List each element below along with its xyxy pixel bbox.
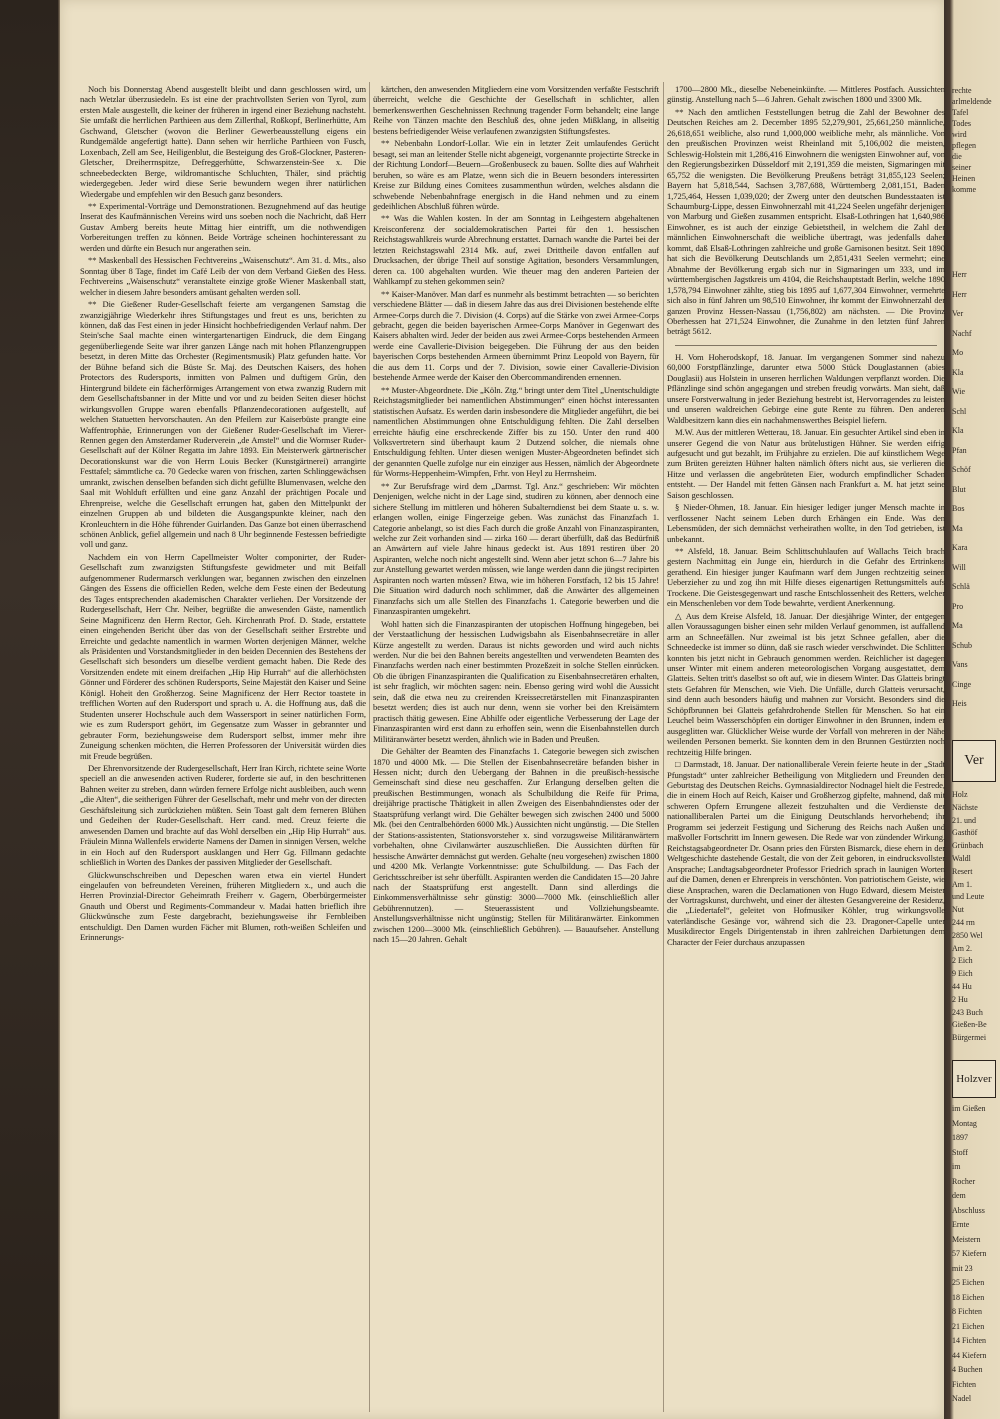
adjacent-page-fragment: 2850 Wel (952, 930, 983, 940)
adjacent-page-fragment: und Leute (952, 892, 985, 902)
adjacent-page-fragment: mit 23 (952, 1263, 973, 1273)
adjacent-page-fragment: 14 Fichten (952, 1336, 986, 1345)
adjacent-page-fragment: dem (952, 1191, 966, 1200)
adjacent-page-fragment: 1897 (952, 1133, 968, 1142)
adjacent-page-fragment: Waldl (952, 854, 971, 863)
adjacent-page-fragment: 2 Eich (952, 956, 973, 966)
adjacent-page-fragment: wird (952, 130, 967, 139)
adjacent-page-fragment: Rocher (952, 1176, 976, 1186)
adjacent-page-fragment: Am 1. (952, 879, 972, 889)
col1-paragraph-4: ** Die Gießener Ruder-Gesellschaft feierte am vergangenen Samstag die zwanzigjährige Wiederkehr ihres Stiftungstages und freut es uns, berichten zu können, daß das Fest einen in jeder Hinsicht hochbefriedigenden Verlauf nahm. Der Stein'sche Saal machte einen wintergartenartigen Eindruck, die dem Eingang gegenüberliegende Seite war ihrer ganzen Länge nach mit hohen Pflanzengruppen besetzt, in deren Mitte das Orchester (Regimentsmusik) Platz gefunden hatte. Vor der Bühne befand sich die Büste Sr. Maj. des Deutschen Kaisers, des hohen Protectors des Rudersports, inmitten von Palmen und duftigem Grün, den Hintergrund bildete ein fächerförmiges Arrangement von etwa zwanzig Rudern mit dem Gesellschaftsbanner in der Mitte und vor und zu beiden Seiten dieser höchst wirkungsvollen Gruppe waren ebenfalls Pflanzendecorationen aufgestellt, auf welchen Statuetten hervorschauten. An den Pfeilern zur Kaiserbüste prangte eine Waffentrophäe, Erinnerungen von der Gießener Ruder-Gesellschaft im Vierer-Rennen gegen den Amsterdamer Ruderverein „de Amstel“ und die Wormser Ruder-Gesellschaft auf der Kölner Regatta im Jahre 1893. Ein Meisterwerk gärtnerischer Decorationskunst war die von Herrn Louis Becker (Kunstgärtnerei) arrangirte Festtafel; sämmtliche ca. 70 Gedecke waren von frischen, zarten Schlinggewächsen umrankt, zwischen denselben befanden sich dicht gefüllte Blumenvasen, welche den Saal mit Wohlduft erfüllten und eine ganz Anzahl der prächtigen Pocale und Ehrenpreise, welche die Gesellschaft errungen hat, gaben den Mittelpunkt der einzelnen Gruppen ab und bildeten die Ausgangspunkte kleiner, nach den Kronleuchtern in die Höhe führender Guirlanden. Das Ganze bot einen überraschend schönen Anblick, gefiel allgemein und nach 8 Uhr beginnende Festessen befriedigte voll und ganz. (80, 299, 366, 550)
col2-paragraph-1: kärtchen, den anwesenden Mitgliedern eine vom Vorsitzenden verfaßte Festschrift überreicht, welche die Geschichte der Gesellschaft in schlichter, allen bemerkenswerthen Geschehnissen Rechnung tragender Form behandelt; eine lange Reihe von Tänzen machte den Beschluß des, ohne jeden Mißklang, in allseitig bestens befriedigender Weise verlaufenen zwanzigsten Stiftungsfestes. (373, 84, 659, 136)
adjacent-page-fragment: Holz (952, 790, 968, 799)
adjacent-page-fragment: Gießen-Be (952, 1020, 987, 1030)
adjacent-page-fragment: Resert (952, 866, 973, 876)
column-3 (667, 84, 945, 1409)
adjacent-page-fragment: Schub (952, 640, 972, 650)
adjacent-page-fragment: Schl (952, 406, 967, 416)
adjacent-page-fragment: komme (952, 185, 976, 194)
section-divider (675, 339, 937, 346)
col3-paragraph-7: △ Aus dem Kreise Alsfeld, 18. Januar. Der diesjährige Winter, der entgegen allen Voraussagungen bisher einen sehr milden Verlauf genommen, ist auffallend arm an Schneefällen. Nur zweimal ist bis jetzt Schnee gefallen, aber die Schneedecke ist immer so dünn, daß sie rasch wieder verschwindet. Die Schlitten konnten bis jetzt nicht in Gebrauch genommen werden. Reichlicher ist dagegen unser Winter mit einem anderen meteorologischen Vorgang ausgestattet, dem Glatteis. Selten tritt's daselbst so oft auf, wie in diesem Winter. Das Glatteis bringt stets Gefahren für Menschen, wie Vieh. Die Unfälle, durch Glatteis verursacht, sind denn auch besonders häufig und mahnen zur Vorsicht. Besonders sind die Schöpfbrunnen bei Glatteis gefahrdrohende Stellen für Menschen. So hat ein Leuchel beim Wasserschöpfen ein dortiger Einwohner in den Brunnen, indem er ausgeglitten war. Glücklicher Weise wurde der Vorfall von mehreren in der Nähe weilenden Personen bemerkt. Sie konnten dem in den Brunnen Gestürzten noch rechtzeitig Hilfe bringen. (667, 610, 945, 757)
adjacent-page-fragment: pflegen (952, 141, 976, 150)
adjacent-page-fragment: Gasthöf (952, 828, 978, 838)
adjacent-page-fragment: Stoff (952, 1147, 968, 1157)
adjacent-page-fragment: Ma (952, 621, 963, 630)
adjacent-page-fragment: 8 Fichten (952, 1307, 982, 1316)
col1-paragraph-1: Noch bis Donnerstag Abend ausgestellt bleibt und dann geschlossen wird, um nach Wetzlar überzusiedeln. Es ist eine der prachtvollsten Serien von Tyrol, zum ersten Male ausgestellt, die keiner der früheren in irgend einer Beziehung nachsteht. Sie umfaßt die herrlichen Parthieen aus dem Zillerthal, Roßkopf, Berlinerhütte, Am Gschwand, Gletscher (wovon die Berliner Gewerbeausstellung eigens ein Rundgemälde angefertigt hatte). Dann sehen wir herrliche Parthieen von Fusch, Loxenbach, Zell am See, Heiligenblut, die Besteigung des Groß-Glockner, Pasteren-Gletscher, Dreiherrnspitze, Defreggerhütte, Schwarzenstein-See x. Die schneebedeckten Berge, wildromantische Schluchten, Thäler, sind prächtig wiedergegeben. Jeder wird diese Serie bewundern wegen ihrer natürlichen Wiedergabe und empfehlen wir den Besuch ganz besonders. (80, 84, 366, 199)
adjacent-page-fragment: Tafel (952, 108, 969, 117)
col2-paragraph-3: ** Was die Wahlen kosten. In der am Sonntag in Leihgestern abgehaltenen Kreisconferenz der socialdemokratischen Partei für den 1. hessischen Reichstagswahlkreis wurde Abrechnung erstattet. Darnach wandte die Partei bei der letzten Reichstagswahl 2314 Mk. auf, zwei Drittheile davon entfallen auf Drucksachen, der übrige Theil auf sonstige Agitation, besonders Versammlungen, deren ca. 100 abgehalten wurden. Wie theuer mag den anderen Parteien der Wahlkampf zu stehen gekommen sein? (373, 213, 659, 287)
adjacent-page-fragment: Grünbach (952, 841, 984, 851)
adjacent-page-fragment: Nächste (952, 802, 978, 812)
adjacent-page-fragment: Pfan (952, 445, 967, 455)
adjacent-page-fragment: Ma (952, 523, 963, 533)
adjacent-page-fragment: 44 Kiefern (952, 1350, 987, 1360)
adjacent-page-fragment: Nadel (952, 1394, 972, 1403)
adjacent-page-fragment: Herr (952, 270, 967, 279)
adjacent-page-fragment: 243 Buch (952, 1007, 983, 1017)
col3-paragraph-2: ** Nach den amtlichen Feststellungen betrug die Zahl der Bewohner des Deutschen Reiches am 2. December 1895 52,279,901, 25,661,250 männliche, 26,618,651 weibliche, also rund 1,000,000 weibliche mehr, als männliche. Von den preußischen Provinzen weist Rheinland mit 5,106,002 die meisten, Schleswig-Holstein mit 1,286,416 Einwohnern die wenigsten Einwohner auf, von den Regierungsbezirken Düsseldorf mit 2,191,359 die meisten, Sigmaringen mit 65,752 die wenigsten. Die Bevölkerung Preußens beträgt 31,855,123 Seelen; Bayern hat 5,818,544, Sachsen 3,787,688, Württemberg 2,081,151, Baden 1,725,464, Hessen 1,039,020; der Zwerg unter den deutschen Bundesstaaten ist Schaumburg-Lippe, dessen Einwohnerzahl mit 41,224 Seelen ungefähr derjenigen von Marburg und Gießen zusammen entspricht. Elsaß-Lothringen hat 1,640,986 Einwohner, es ist auch der einzige Gebietstheil, in welchem die Zahl der männlichen Einwohnerschaft die weibliche übertragt, was jedenfalls daher kommt, daß Elsaß-Lothringen zahlreiche und große Garnisonen besitzt. Seit 1890 hat sich die Bevölkerung Deutschlands um 2,851,431 Seelen vermehrt; eine Abnahme der Bevölkerung ergab sich nur in Sigmaringen um 333, und im württembergischen Jagstkreis um 4104, die Reichshauptstadt Berlin, welche 1890 1,578,794 Einwohner zählte, stieg bis 1895 auf 1,677,304 Einwohner, vermehrte sich also in fünf Jahren um 98,510 Einwohner, ihr kommt der Einwohnerzahl der ganzen Provinz Hessen-Nassau (1,756,802) am nächsten. — Die Provinz Oberhessen hat 271,524 Einwohner, die Zunahme in den letzten fünf Jahren beträgt 5612. (667, 106, 945, 337)
column-rule-1 (369, 82, 370, 1412)
adjacent-page-fragment: Bos (952, 504, 965, 513)
col2-paragraph-5: ** Muster-Abgeordnete. Die „Köln. Ztg.“ bringt unter dem Titel „Unentschuldigte Reichstagsmitglieder bei namentlichen Abstimmungen“ einen höchst interessanten statistischen Aufsatz. Es werden darin insbesondere die Mitglieder angeführt, die bei namentlichen Abstimmungen ohne Entschuldigung fehlten. Die Zahl derselben erreichte häufig eine erschreckende Ziffer bis zu 150. Unter den rund 400 Volksvertretern sind überhaupt kaum 2 Dutzend solcher, die niemals ohne Entschuldigung fehlten. Unter diesen wenigen Muster-Abgeordneten befindet sich der genannten Quelle zufolge nur ein einziger aus Hessen, nämlich der Abgeordnete für Worms-Heppenheim-Wimpfen, Frhr. von Heyl zu Herrnsheim. (373, 384, 659, 479)
column-1 (80, 84, 366, 1409)
col3-paragraph-3: H. Vom Hoherodskopf, 18. Januar. Im vergangenen Sommer sind nahezu 60,000 Forstpflänzlinge, darunter etwa 5000 Stück Douglastannen (abies Douglasii) aus Holstein in unseren herrlichen Waldungen verpflanzt worden. Die Pflänzlinge sind schön angegangen und streben freudig vorwärts. Man sieht, daß unsere Forstverwaltung in jeder Beziehung bestrebt ist, Hervorragendes zu leisten und unseren waldreichen Gebirge eine gute Rente zu führen. Den anderen Waldbesitzern kann dies ein nachahmenswerthes Beispiel liefern. (667, 351, 945, 425)
adjacent-page-fragment: Abschluss (952, 1205, 985, 1215)
col1-paragraph-6: Der Ehrenvorsitzende der Rudergesellschaft, Herr Iran Kirch, richtete seine Worte speciell an die anwesenden activen Ruderer, forderte sie auf, in den beschrittenen Bahnen weiter zu streben, dann würden fernere Erfolge nicht ausbleiben, auch wenn „die Alten“, die seitherigen Führer der Gesellschaft, mehr und mehr von der directen Geschäftsleitung sich zurückziehen müßten. Sein Toast galt dem ferneren Blühen und Gedeihen der Ruder-Gesellschaft. Herr cand. med. Creuz feierte die anwesenden Damen und brachte auf das Wohl derselben ein „Hip Hip Hurrah“ aus. Fräulein Minna Wallenfels erwiderte Namens der Damen in sinnigen Versen, welche in ein Hoch auf den Rudersport ausklangen und Herr Gg. Fillmann gedachte schließlich in Worten des Dankes der passiven Mitglieder der Gesellschaft. (80, 763, 366, 868)
column-rule-2 (663, 82, 664, 1412)
adjacent-page-fragment: 21 Eichen (952, 1321, 985, 1331)
adjacent-page-fragment: Todes (952, 119, 971, 128)
adjacent-page-fragment: Schöf (952, 465, 971, 474)
adjacent-page-fragment: Ernte (952, 1220, 970, 1229)
adjacent-page-fragment: arlmeldende (952, 97, 992, 106)
adjacent-page-fragment: 2 Hu (952, 994, 968, 1004)
binding-edge (0, 0, 58, 1419)
adjacent-page-fragment: Blut (952, 484, 966, 494)
col2-paragraph-4: ** Kaiser-Manöver. Man darf es nunmehr als bestimmt betrachten — so berichten verschiedene Blätter — daß in diesem Jahre das aus drei Divisionen bestehende elfte Armee-Corps durch die 7. Division (4. Corps) auf die Stärke von zwei Armee-Corps gebracht, gegen die beiden bayerischen Armee-Corps Manöver in Gegenwart des Kaisers abhalten wird. Jeder der beiden aus zwei Armee-Corps bestehenden Armeen werde eine Cavallerie-Division beigegeben. Die Führung der aus den beiden bayerischen Corps bestehenden Armeen übernimmt Prinz Leopold von Bayern, für die aus dem 11. Corps und der 7. Division, sowie einer Cavallerie-Division bestehende Armee werde der Kaiser den Obercommandirenden ernennen. (373, 288, 659, 383)
adjacent-page-fragment: Wie (952, 387, 966, 396)
col1-paragraph-3: ** Maskenball des Hessischen Fechtvereins „Waisenschutz“. Am 31. d. Mts., also Sonntag über 8 Tage, findet im Café Leib der von dem Verband Gießen des Hess. Fechtvereins „Waisenschutz“ veranstaltete einzige große Wiener Maskenball statt, welcher in diesem Jahre besonders amüsant gehalten werden soll. (80, 255, 366, 297)
adjacent-page-fragment: Herr (952, 289, 967, 299)
col2-paragraph-2: ** Nebenbahn Londorf-Lollar. Wie ein in letzter Zeit umlaufendes Gerücht besagt, sei man an leitender Stelle nicht abgeneigt, vorgenannte projectirte Strecke in der Richtung Londorf—Beuern—Großenbuseck zu bauen. Sollte dies auf Wahrheit beruhen, so wäre es am Platze, wenn sich die in Beuern besonders interessirten Kreise zur Bildung eines Comitees zusammenthun würden, welches alsdann die schwebende Nebenbahnfrage energisch in die Hand nehmen und zu einem gedeihlichen Abschluß führen würde. (373, 138, 659, 211)
adjacent-page-fragment: seiner (952, 163, 972, 172)
adjacent-page-fragment: 21. und (952, 815, 976, 825)
adjacent-page-fragment: Kla (952, 426, 964, 435)
adjacent-page-fragment: 244 rm (952, 918, 975, 927)
adjacent-page-fragment: die (952, 152, 962, 161)
col1-paragraph-5: Nachdem ein von Herrn Capellmeister Wolter componirter, der Ruder-Gesellschaft zum zwanzigsten Stiftungsfeste gewidmeter und mit Beifall aufgenommener Rudermarsch verklungen war, begannen zwischen den einzelnen Gängen des Essens die officiellen Reden, welche dem Feste einen der Bedeutung des Tages entsprechenden akademischen Charakter verliehen. Der Vorsitzende der Rudergesellschaft, Herr Chr. Neiber, begrüßte die anwesenden Gäste, namentlich Seine Magnificenz den Herrn Rector, Geh. Kirchenrath Prof. D. Stade, erstattete einen eingehenden Bericht über das von der Gesellschaft seither Erstrebte und Erreichte und gedachte namentlich in warmen Worten derjenigen Männer, welche als Präsidenten und Vorstandsmitglieder in den beiden Decennien des Bestehens der Gesellschaft sich besonders um dieselbe verdient gemacht haben. Die Rede des Vorsitzenden endete mit einem dreifachen „Hip Hip Hurrah“ auf die allerhöchsten Gönner und Förderer des schönen Rudersports, Seine Majestät den Kaiser und Seine Königl. Hoheit den Großherzog. Seine Magnificenz der Herr Rector toastete in trefflichen Worten auf den Rudersport und sprach u. A. die Hoffnung aus, daß die Studenten unserer Hochschule auch dem Wassersport in seiner natürlichen Form, wie es zum Rudersport gehört, im Gegensatze zum Wasser in gebrannter und gebrauter Form, beziehungsweise dem Rudersport selbst, immer mehr ihre Zuneigung schenken möchten, die Herren Professoren der Universität würden dies mit Freude begrüßen. (80, 551, 366, 761)
adjacent-page-fragment: Meistern (952, 1234, 981, 1244)
column-2 (373, 84, 659, 1409)
adjacent-page-fragment: Mo (952, 348, 964, 357)
adjacent-page-fragment: Cinge (952, 679, 972, 689)
adjacent-page-fragment: Kara (952, 543, 968, 552)
adjacent-page-fragment: Am 2. (952, 943, 972, 953)
col3-paragraph-5: § Nieder-Ohmen, 18. Januar. Ein hiesiger lediger junger Mensch machte in verflossener Nacht seinem Leben durch Erhängen ein Ende. Was den Lebensmüden, der sich demnächst verheirathen wollte, in den Tod getrieben, ist unbekannt. (667, 502, 945, 544)
adjacent-page-fragment: Kla (952, 367, 964, 377)
adjacent-page-fragment: Nachf (952, 328, 972, 338)
col3-paragraph-6: ** Alsfeld, 18. Januar. Beim Schlittschuhlaufen auf Wallachs Teich brach gestern Nachmittag ein Junge ein, hierdurch in die Gefahr des Ertrinkens gerathend. Ein hiesiger junger Kaufmann warf dem Jungen rechtzeitig seinen Ueberzieher zu und zog ihn mit Hilfe dieses eigenartigen Rettungsmittels aufs Trockene. Die Geistesgegenwart und rasche Entschlossenheit des Retters, welcher ein Menschenleben vor dem Tode bewahrte, verdient Anerkennung. (667, 546, 945, 609)
adjacent-page-fragment: Heis (952, 699, 967, 708)
col3-paragraph-4: M.W. Aus der mittleren Wetterau, 18. Januar. Ein gesuchter Artikel sind eben in unserer Gegend die von Natur aus brütelustigen Hühner. Sie werden eifrig aufgesucht und gut bezahlt, im Frühjahre zu erzielen. Die auf künstlichem Wege zum Brüten gereizten Hühner halten nämlich öfters nicht aus, sie verlieren die Hitze und verlassen die angebrüteten Eier, wodurch empfindlicher Schaden entsteht. — Der Handel mit fetten Gänsen nach Frankfurt a. M. hat jetzt seine Saison geschlossen. (667, 427, 945, 500)
col1-paragraph-2: ** Experimental-Vorträge und Demonstrationen. Bezugnehmend auf das heutige Inserat des Kaufmännischen Vereins wird uns soeben noch die Nachricht, daß Herr Gustav Amberg bereits heute Mittag hier eintrifft, um die nothwendigen Vorbereitungen treffen zu können. Beide Vorträge scheinen hochinteressant zu werden und dürfte ein Besuch nur angerathen sein. (80, 200, 366, 253)
adjacent-page-fragment: rechte (952, 86, 972, 95)
adjacent-page-fragment: Will (952, 562, 966, 572)
adjacent-page-fragment: Montag (952, 1118, 977, 1128)
col3-paragraph-1: 1700—2800 Mk., dieselbe Nebeneinkünfte. — Mittleres Postfach. Aussichten günstig. Anstellung nach 5—6 Jahren. Gehalt zwischen 1800 und 3300 Mk. (667, 84, 945, 105)
adjacent-page-fragment: Bürgermei (952, 1033, 987, 1043)
adjacent-page-fragment: Heinen (952, 174, 976, 183)
adjacent-page-fragment: im (952, 1162, 961, 1171)
adjacent-page-fragment: Ver (952, 309, 964, 318)
adjacent-page-fragment: 9 Eich (952, 969, 973, 979)
col3-paragraph-8: □ Darmstadt, 18. Januar. Der nationalliberale Verein feierte heute in der „Stadt Pfungstadt“ unter zahlreicher Betheiligung von Mitgliedern und Freunden den Geburtstag des Deutschen Reichs. Gymnasialdirector Nodnagel hielt die Festrede, die in einem Hoch auf Reich, Kaiser und Großherzog gipfelte, mahnend, daß mit schweren Opfern Errungene allezeit festzuhalten und die Verdienste der nationalliberalen Partei um die Einigung Deutschlands hervorhebend; ihr Programm sei jederzeit Festigung und Sicherung des Reichs nach Außen und maßvoller Fortschritt im Innern gewesen. Die Rede war von zündender Wirkung. Reichstagsabgeordneter Dr. Osann pries den Fürsten Bismarck, diese ehern in der Weltgeschichte dastehende Gestalt, die von der Zeit geboren, in eindrucksvollster Ansprache; Landtagsabgeordneter Professor Friedrich sprach in launigen Worten auf die Damen, denen er Ehrenpreis in verschönten. Von patriotischem Geiste, wie diese Ansprachen, waren die Declamationen von Hugo Edward, diesem Meister der Vortragskunst, durchweht, und einer der ältesten Gesangvereine der Residenz, die „Liedertafel“, geleitet von Hofmusiker Köhler, trug wirkungsvolle vaterländische Gesänge vor, während sich die 23. Dragoner-Capelle unter Musikdirector Engels Dirigentenstab in ihren zahlreichen Darbietungen dem Character der Feier durchaus anzupassen (667, 759, 945, 947)
adjacent-ad-box: Holzver (952, 1060, 996, 1098)
adjacent-page-fragment: Pro (952, 601, 964, 611)
col2-paragraph-8: Die Gehälter der Beamten des Finanzfachs 1. Categorie bewegen sich zwischen 1870 und 4000 Mk. — Die Stellen der Eisenbahnsecretäre befanden bisher in Hessen nicht; durch den Uebergang der Bahnen in die preußisch-hessische Gemeinschaft sind diese neu geschaffen. Zur Erlangung derselben gelten die preußischen Bestimmungen, wonach als Schulbildung die Reife für Prima, dreijährige practische Thätigkeit in allen Zweigen des Eisenbahndienstes oder der Staatsprüfung verlangt wird. Die Gehälter bewegen sich zwischen 2400 und 5000 Mk. (bei den Centralbehörden 6000 Mk.) Aussichten nicht ungünstig. — Die Stellen der Stations-assistenten, Stationsvorsteher x. sind vorzugsweise Militäranwärtern vorbehalten, ohne Civilanwärter auszuschließen. Die Aussichten dürften für hessische Anwärter demnächst gut werden. Gehalte (neu vorgesehen) zwischen 1800 und 4200 Mk. Verlangte Vorkenntnisse: gute Schulbildung. — Das Fach der Gerichtsschreiber ist sehr überfüllt. Aspiranten werden die Candidaten 15—20 Jahre nach der Staatsprüfung erst angestellt. Dann sind allerdings die Einkommensverhältnisse sehr günstig: 3000—7000 Mk. (einschließlich aller Gebührennutzen). — Steuerassistent und Vollziehungsbeamte. Anstellungsverhältnisse nicht ungünstig; Stellen für Militäranwärter. Einkommen zwischen 1200—3000 Mk. (einschließlich Gebühren). — Bauaufseher. Anstellung nach 15—20 Jahren. Gehalt (373, 746, 659, 945)
adjacent-page-fragment: 44 Hu (952, 982, 972, 991)
col1-paragraph-7: Glückwunschschreiben und Depeschen waren etwa ein viertel Hundert eingelaufen von befreundeten Vereinen, früheren Mitgliedern x., und auch die Herren Provinzial-Director Geheimrath Freiherr v. Gagern, Oberbürgermeister Gnauth und Oberst und Regiments-Commandeur v. Madai hatten brieflich ihre Glückwünsche zum Feste dargebracht, beziehungsweise ihr Fernbleiben entschuldigt. Den Damen wurden Fächer mit Blumen, roth-weißen Schleifen und Erinnerungs- (80, 869, 366, 943)
adjacent-page-fragment: 4 Buchen (952, 1365, 983, 1374)
adjacent-page-fragment: 25 Eichen (952, 1278, 985, 1287)
adjacent-page-fragment: Nut (952, 905, 964, 915)
adjacent-page-fragment: im Gießen (952, 1104, 986, 1113)
adjacent-page-fragment: 18 Eichen (952, 1292, 985, 1302)
adjacent-page-fragment: Fichten (952, 1379, 976, 1389)
adjacent-ad-box: Ver (952, 740, 996, 782)
adjacent-page-fragment: Vans (952, 660, 968, 669)
adjacent-page-fragment: Schlä (952, 582, 970, 591)
col2-paragraph-7: Wohl hatten sich die Finanzaspiranten der utopischen Hoffnung hingegeben, bei der Verstaatlichung der hessischen Ludwigsbahn als Eisenbahnsecretäre in aller Kürze angestellt zu werden. Daraus ist nichts geworden und wird auch nichts werden. Nur die bei den Bahnen bereits angestellten und verwendeten Beamten des Finanzfachs werden nach einer bestimmten Prozeßzeit in solche Stellen einrücken. Ob die übrigen Finanzaspiranten die Qualification zu Eisenbahnsecretären erhalten, ist sehr fraglich, wir möchten sagen: nein. Ebenso gering wird wohl die Aussicht sein, daß die etwa neu zu creirenden Kreissecretärstellen mit Finanzaspiranten besetzt werden; dies ist auch nur denn, wenn sie vorher bei den Kreisämtern practisch thätig gewesen. Eine Abhilfe oder eigentliche Verbesserung der Lage der Finanzaspiranten wird erst dann zu erhoffen sein, wenn die Eisenbahnstellen durch Militäranwärter besetzt werden, ähnlich wie in Baden und Preußen. (373, 618, 659, 744)
col2-paragraph-6: ** Zur Berufsfrage wird dem „Darmst. Tgl. Anz.“ geschrieben: Wir möchten Denjenigen, welche nicht in der Lage sind, studiren zu können, aber dennoch eine sichere Stellung im mittleren und höheren Subalterndienst bei dem Staate u. s. w. erlangen wollen, einige Fingerzeige geben. Was zunächst das Finanzfach 1. Categorie anbelangt, so ist dies Fach durch die große Anzahl von Finanzaspiranten, welche zur Zeit vorhanden sind — zirka 160 — derart überfüllt, daß das Bedürfniß an Anwärtern auf viele Jahre hinaus gedeckt ist. Aus 1891 restiren über 20 Aspiranten, welche noch nicht angestellt sind. Wenn aber jetzt schon 6—7 Jahre bis zur Anstellung gewartet werden müssen, wie lange werden dann die jüngst recipirten Aspiranten noch warten müssen? Etwa, wie im höheren Forstfach, 12 bis 15 Jahre! Die Situation wird dadurch noch schlimmer, daß die Anwärter des allgemeinen Finanzfachs sich um alle Stellen des Finanzfachs 1. Categorie bewerben und die Finanzaspiranten umgekehrt. (373, 480, 659, 617)
adjacent-page-fragment: 57 Kiefern (952, 1249, 987, 1258)
